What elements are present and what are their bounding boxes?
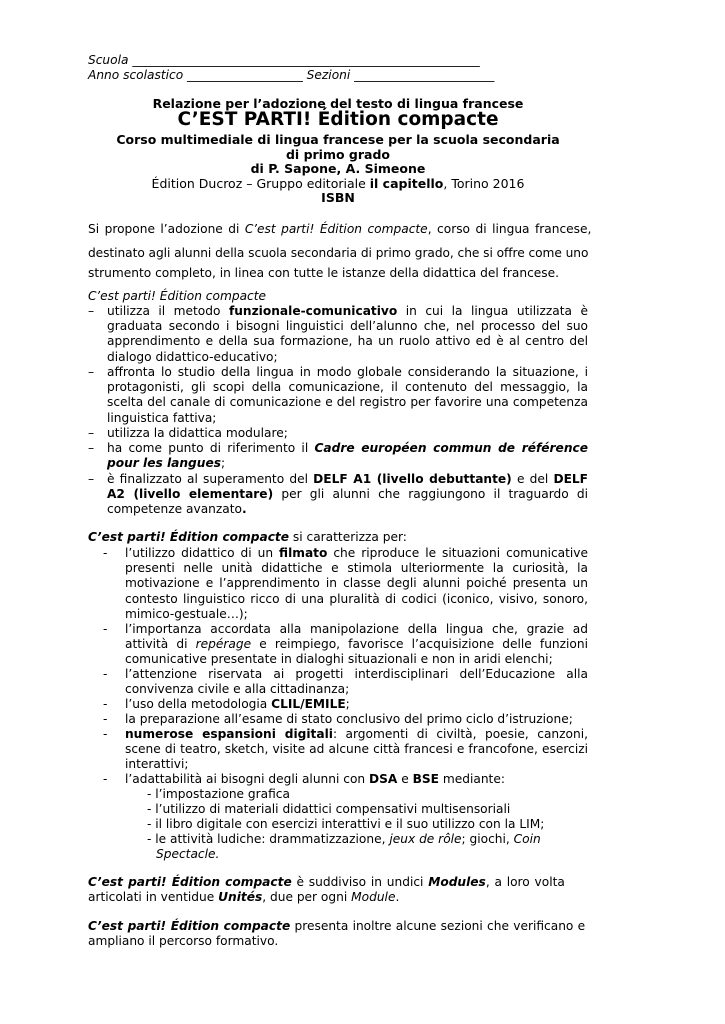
list-item-text: numerose espansioni digitali: argomenti di civiltà, poesie, canzoni, scene di teatro, sketch, visite ad alcune città francesi e francofone, esercizi interattivi; [125,727,588,772]
dash-marker: – [88,365,95,379]
dash-marker: – [88,472,95,486]
intro-line-1: Si propone l’adozione di C’est parti! Édition compacte, corso di lingua francese, [88,222,592,236]
report-heading: Relazione per l’adozione del testo di lingua francese [152,96,524,111]
dash-marker: - [103,667,108,681]
list-item-text: utilizza il metodo funzionale-comunicativo in cui la lingua utilizzata è graduata secondo i bisogni linguistici dell’alunno che, nel processo del suo apprendimento e della sua formazione, ha un ruolo attivo ed è al centro del dialogo didattico-educativo; [107,304,588,364]
dash-marker: - [103,772,108,786]
sub-item: - il libro digitale con esercizi interattivi e il suo utilizzo con la LIM; [147,817,545,831]
book-subtitle-line1: Corso multimediale di lingua francese per la scuola secondaria [116,132,560,147]
dash-marker: - [103,697,108,711]
dash-marker: – [88,304,95,318]
sub-item: - l’impostazione grafica [147,787,290,801]
list-item-text: la preparazione all’esame di stato conclusivo del primo ciclo d’istruzione; [125,712,573,726]
list-item-text: è finalizzato al superamento del DELF A1 (livello debuttante) e del DELF A2 (livello elementare) per gli alunni che raggiungono il traguardo di competenze avanzato. [107,472,589,517]
dash-marker: - [103,546,108,560]
dash-marker: – [88,441,95,455]
list-item-text: l’utilizzo didattico di un filmato che riproduce le situazioni comunicative presenti nelle unità didattiche e stimola ulteriormente la curiosità, la motivazione e l’apprendimento in classe degli alunni poiché presenta un contesto linguistico ricco di una pluralità di codici (iconico, visivo, sonoro, mimico-gestuale…); [125,546,588,621]
list-item-text: utilizza la didattica modulare; [107,426,288,440]
dash-marker: - [103,622,108,636]
book-title: C’EST PARTI! Édition compacte [177,109,499,130]
isbn-label: ISBN [321,190,355,205]
publisher-line: Édition Ducroz – Gruppo editoriale il capitello, Torino 2016 [151,176,525,191]
list-item-text: l’uso della metodologia CLIL/EMILE; [125,697,350,711]
sections-line-1: C’est parti! Édition compacte presenta inoltre alcune sezioni che verificano e [88,919,586,933]
dash-marker: - [103,727,108,741]
intro-lead: C’est parti! Édition compacte [88,289,267,303]
school-year-section-line: Anno scolastico ___________________ Sezioni _______________________ [88,68,495,82]
list-item-text: l’importanza accordata alla manipolazione della lingua che, grazie ad attività di repérage e reimpiego, favorisce l’acquisizione delle funzioni comunicative presentate in dialoghi situazionali e non in aridi elenchi; [125,622,588,667]
dash-marker: - [103,712,108,726]
intro-line-3: strumento completo, in linea con tutte le istanze della didattica del francese. [88,266,560,280]
sub-item-continuation: Spectacle. [156,847,220,861]
school-field-line: Scuola _________________________________________________________ [88,53,480,67]
dash-marker: – [88,426,95,440]
book-subtitle-line2: di primo grado [285,147,391,162]
book-authors: di P. Sapone, A. Simeone [250,161,426,176]
sub-item: - le attività ludiche: drammatizzazione, jeux de rôle; giochi, Coin [147,832,541,846]
list-item-text: ha come punto di riferimento il Cadre européen commun de référence pour les langues; [107,441,588,471]
structure-line-2: articolati in ventidue Unités, due per ogni Module. [88,890,400,904]
list-item-text: l’adattabilità ai bisogni degli alunni con DSA e BSE mediante: [125,772,505,786]
list-item-text: l’attenzione riservata ai progetti interdisciplinari dell’Educazione alla convivenza civile e alla cittadinanza; [125,667,588,697]
list-item-text: affronta lo studio della lingua in modo globale considerando la situazione, i protagonisti, gli scopi della comunicazione, il contenuto del messaggio, la scelta del canale di comunicazione e del registro per favorire una competenza linguistica fattiva; [107,365,588,425]
intro-line-2: destinato agli alunni della scuola secondaria di primo grado, che si offre come uno [88,246,589,260]
structure-line-1: C’est parti! Édition compacte è suddiviso in undici Modules, a loro volta [88,875,565,889]
section-features-lead: C’est parti! Édition compacte si caratterizza per: [88,530,407,544]
sections-line-2: ampliano il percorso formativo. [88,934,279,948]
sub-item: - l’utilizzo di materiali didattici compensativi multisensoriali [147,802,511,816]
